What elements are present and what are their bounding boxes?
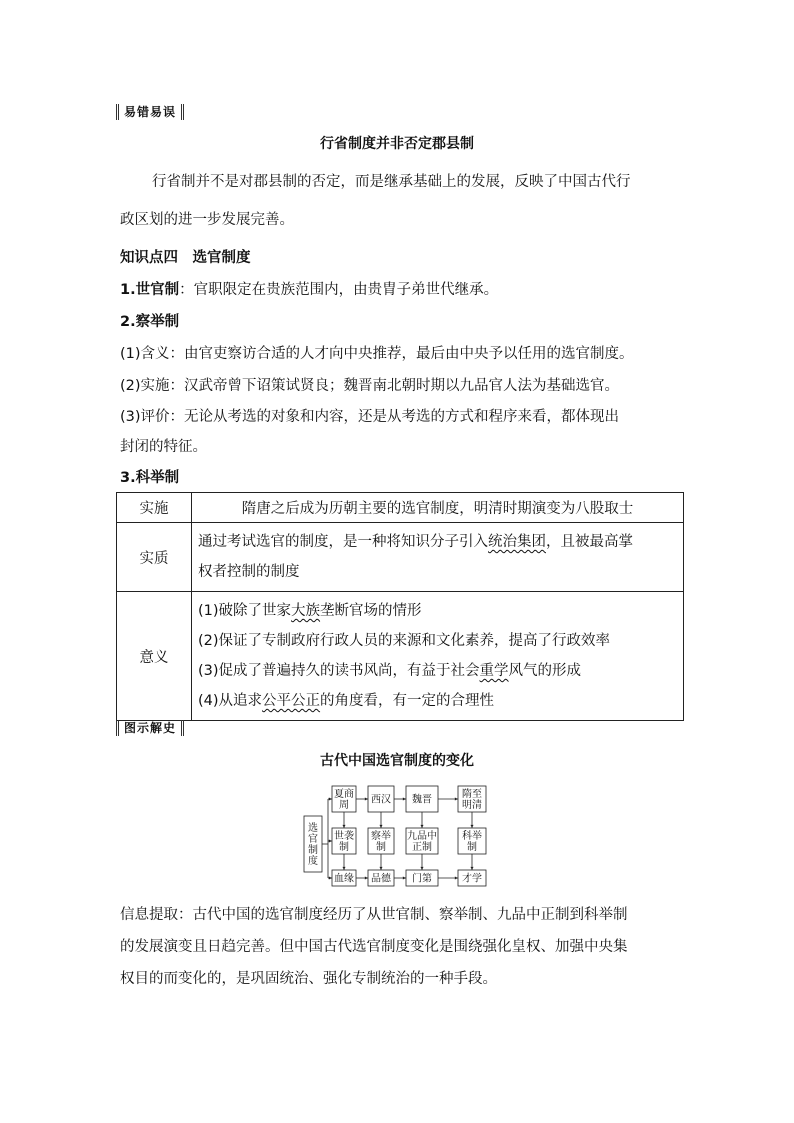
section-tag-diagram: 图示解史 — [116, 720, 184, 736]
sig1-underlined: 大族 — [291, 603, 321, 619]
essence-line1 — [198, 527, 677, 557]
diagram-criterion-1-text: 品德 — [371, 873, 391, 885]
table-head-implementation: 实施 — [117, 493, 192, 523]
diagram-period-0-text: 夏商 — [334, 789, 354, 800]
table-head-essence: 实质 — [117, 523, 192, 592]
knowledge-heading: 知识点四 选官制度 — [120, 250, 251, 266]
diagram-branch-arrow-2-head — [329, 876, 332, 879]
item1 — [120, 280, 498, 300]
significance-line3 — [198, 656, 677, 686]
essence-underlined: 统治集团 — [488, 534, 546, 550]
item2-label: 2.察举制 — [120, 314, 180, 330]
sig3-a: (3)促成了普遍持久的读书风尚，有益于社会 — [198, 663, 480, 679]
diagram-system-3-text: 科举 — [462, 831, 482, 842]
diagram-title: 古代中国选官制度的变化 — [320, 753, 474, 769]
item2-sub3-line1: (3)评价：无论从考选的对象和内容，还是从考选的方式和程序来看，都体现出 — [120, 409, 620, 425]
diagram-left-text: 选 — [308, 823, 318, 834]
sig4-b: 的角度看，有一定的合理性 — [320, 693, 495, 709]
item2-sub3-line2: 封闭的特征。 — [120, 439, 207, 455]
table-cell-essence — [192, 523, 684, 592]
diagram-criterion-0-text: 血缘 — [334, 873, 354, 885]
info-line3: 权目的而变化的，是巩固统治、强化专制统治的一种手段。 — [120, 971, 497, 987]
sig3-b: 风气的形成 — [508, 663, 582, 679]
sig4-a: (4)从追求 — [198, 693, 263, 709]
table-cell-significance — [192, 592, 684, 721]
diagram-arrow-top-0-head — [365, 797, 368, 800]
diagram-left-text: 制 — [308, 845, 318, 856]
diagram-system-1-text: 制 — [376, 842, 386, 853]
diagram-arrow-down2-1-head — [379, 867, 382, 870]
diagram-arrow-down-2-head — [420, 825, 423, 828]
info-line1: 信息提取：古代中国的选官制度经历了从世官制、察举制、九品中正制到科举制 — [120, 907, 628, 923]
diagram-criterion-2-text: 门第 — [412, 873, 432, 885]
diagram-arrow-top-2-head — [455, 797, 458, 800]
table-cell-implementation: 隋唐之后成为历朝主要的选官制度，明清时期演变为八股取士 — [192, 493, 684, 523]
diagram-arrow-down2-3-head — [470, 867, 473, 870]
sig1-a: (1)破除了世家 — [198, 603, 292, 619]
table-row — [117, 592, 684, 721]
sig1-b: 垄断官场的情形 — [320, 603, 422, 619]
diagram-left-text: 度 — [308, 856, 318, 867]
table-head-significance: 意义 — [117, 592, 192, 721]
table-row — [117, 493, 684, 523]
info-line2: 的发展演变且日趋完善。但中国古代选官制度变化是围绕强化皇权、加强中央集 — [120, 939, 628, 955]
sig4-underlined: 公平公正 — [262, 693, 321, 709]
diagram-left-text: 官 — [308, 834, 318, 845]
essence-text-b: ，且被最高掌 — [546, 534, 633, 550]
diagram-arrow-down-1-head — [379, 825, 382, 828]
sig3-underlined: 重学 — [479, 663, 509, 679]
item1-text: ：官职限定在贵族范围内，由贵胄子弟世代继承。 — [179, 282, 499, 298]
diagram-system-2-text: 正制 — [412, 842, 432, 853]
section1-title: 行省制度并非否定郡县制 — [320, 136, 474, 152]
diagram-arrow-down-0-head — [342, 825, 345, 828]
diagram-arrow-down-3-head — [470, 825, 473, 828]
diagram-arrow-bottom-2-head — [455, 876, 458, 879]
diagram-system-0-text: 制 — [339, 842, 349, 853]
significance-line1 — [198, 596, 677, 626]
item1-label: 1.世官制 — [120, 282, 180, 298]
diagram-system-2-text: 九品中 — [407, 831, 437, 842]
keju-table — [116, 492, 684, 721]
diagram-period-0-text: 周 — [339, 800, 349, 811]
diagram-criterion-3-text: 才学 — [462, 873, 482, 885]
diagram-period-3-text: 明清 — [462, 800, 482, 811]
significance-line2: (2)保证了专制政府行政人员的来源和文化素养，提高了行政效率 — [198, 633, 611, 649]
section1-para-line2: 政区划的进一步发展完善。 — [120, 212, 294, 228]
item2-sub2: (2)实施：汉武帝曾下诏策试贤良；魏晋南北朝时期以九品官人法为基础选官。 — [120, 378, 620, 394]
essence-line2: 权者控制的制度 — [198, 564, 300, 580]
diagram-period-3-text: 隋至 — [462, 789, 482, 800]
diagram-period-2-text: 魏晋 — [412, 794, 432, 806]
table-row — [117, 523, 684, 592]
diagram-period-1-text: 西汉 — [371, 794, 391, 806]
selection-system-diagram — [300, 782, 500, 890]
diagram-branch-arrow-0-head — [329, 797, 332, 800]
item2-sub1: (1)含义：由官吏察访合适的人才向中央推荐，最后由中央予以任用的选官制度。 — [120, 346, 634, 362]
diagram-system-1-text: 察举 — [371, 831, 391, 842]
section1-para-line1: 行省制并不是对郡县制的否定，而是继承基础上的发展，反映了中国古代行 — [152, 174, 631, 190]
section-tag-mistakes: 易错易误 — [116, 104, 184, 120]
diagram-arrow-down2-0-head — [342, 867, 345, 870]
diagram-branch-arrow-1-head — [329, 839, 332, 842]
diagram-arrow-top-1-head — [403, 797, 406, 800]
diagram-system-3-text: 制 — [467, 842, 477, 853]
diagram-system-0-text: 世袭 — [334, 831, 354, 842]
diagram-arrow-bottom-0-head — [365, 876, 368, 879]
diagram-arrow-bottom-1-head — [403, 876, 406, 879]
significance-line4 — [198, 686, 677, 716]
essence-text-a: 通过考试选官的制度，是一种将知识分子引入 — [198, 534, 488, 550]
diagram-arrow-down2-2-head — [420, 867, 423, 870]
item3-label: 3.科举制 — [120, 470, 180, 486]
